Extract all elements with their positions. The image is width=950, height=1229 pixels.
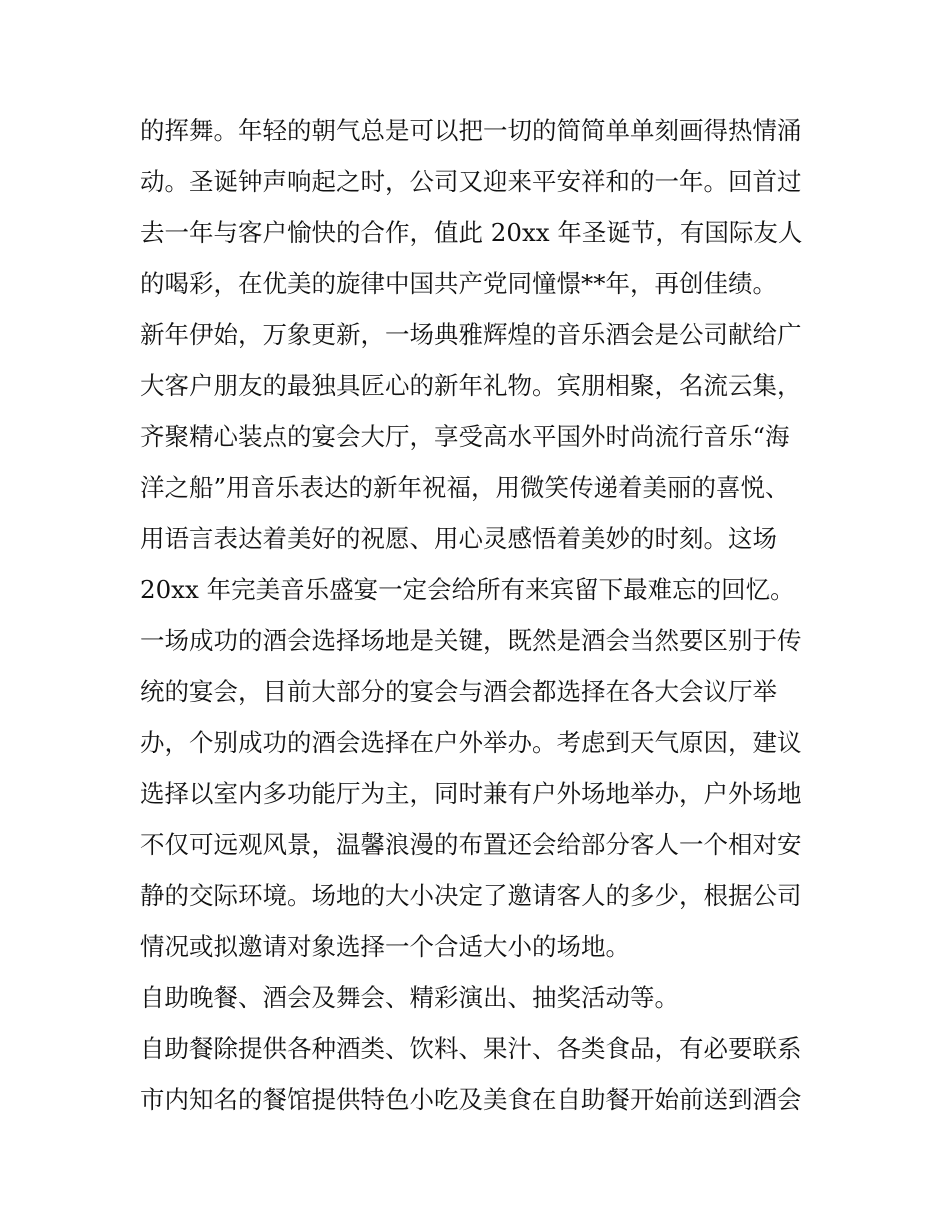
text-line: 自助晚餐、酒会及舞会、精彩演出、抽奖活动等。	[140, 983, 679, 1012]
text-line: 的喝彩，在优美的旋律中国共产党同憧憬**年，再创佳绩。	[140, 269, 777, 298]
text-line: 一场成功的酒会选择场地是关键，既然是酒会当然要区别于传	[140, 626, 802, 655]
text-line: 的挥舞。年轻的朝气总是可以把一切的简简单单刻画得热情涌	[140, 116, 802, 145]
text-line: 情况或拟邀请对象选择一个合适大小的场地。	[140, 932, 630, 961]
text-line: 办，个别成功的酒会选择在户外举办。考虑到天气原因，建议	[140, 728, 802, 757]
text-line: 统的宴会，目前大部分的宴会与酒会都选择在各大会议厅举	[140, 677, 777, 706]
text-line: 选择以室内多功能厅为主，同时兼有户外场地举办，户外场地	[140, 779, 802, 808]
body-text	[140, 105, 820, 1125]
text-line: 齐聚精心装点的宴会大厅，享受高水平国外时尚流行音乐“海	[140, 422, 790, 451]
text-line: 20xx 年完美音乐盛宴一定会给所有来宾留下最难忘的回忆。	[140, 575, 795, 604]
text-line: 新年伊始，万象更新，一场典雅辉煌的音乐酒会是公司献给广	[140, 320, 802, 349]
text-line: 动。圣诞钟声响起之时，公司又迎来平安祥和的一年。回首过	[140, 167, 802, 196]
text-line: 自助餐除提供各种酒类、饮料、果汁、各类食品，有必要联系	[140, 1034, 802, 1063]
text-line: 不仅可远观风景，温馨浪漫的布置还会给部分客人一个相对安	[140, 830, 802, 859]
text-line: 大客户朋友的最独具匠心的新年礼物。宾朋相聚，名流云集，	[140, 371, 802, 400]
text-line: 去一年与客户愉快的合作，值此 20xx 年圣诞节，有国际友人	[140, 218, 803, 247]
text-line: 静的交际环境。场地的大小决定了邀请客人的多少，根据公司	[140, 881, 802, 910]
text-line: 洋之船”用音乐表达的新年祝福，用微笑传递着美丽的喜悦、	[140, 473, 790, 502]
text-line: 用语言表达着美好的祝愿、用心灵感悟着美妙的时刻。这场	[140, 524, 777, 553]
text-line: 市内知名的餐馆提供特色小吃及美食在自助餐开始前送到酒会	[140, 1085, 802, 1114]
